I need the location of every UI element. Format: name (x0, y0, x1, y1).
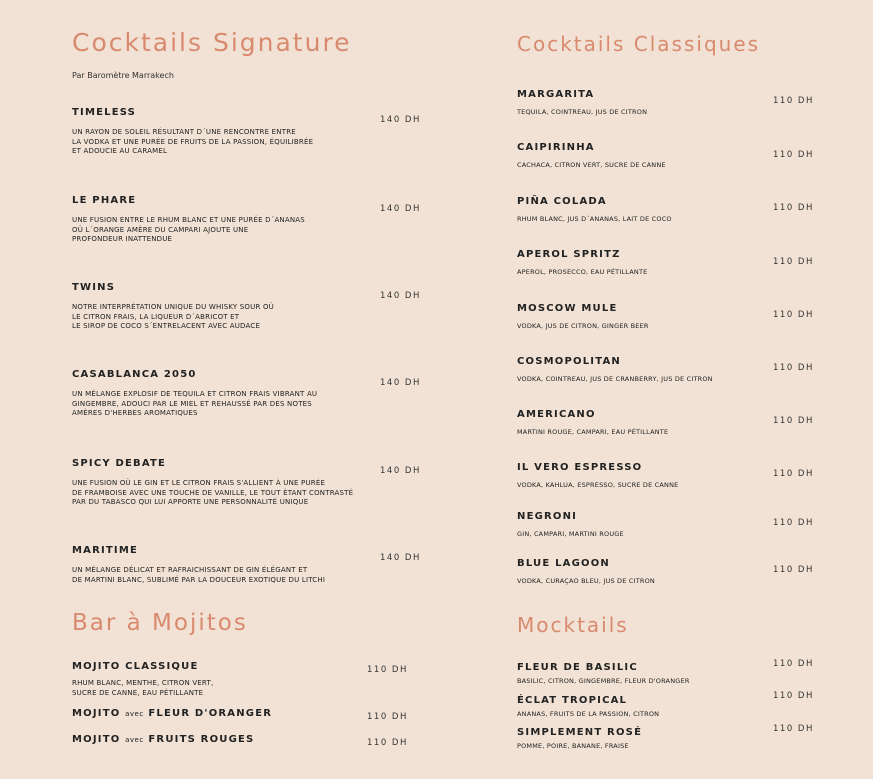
item-description: NOTRE INTERPRÉTATION UNIQUE DU WHISKY SOUR OÙ LE CITRON FRAIS, LA LIQUEUR D´ABRICOT ET LE SIROP DE COCO S´ENTRELACENT AVEC AUDACE (72, 303, 274, 330)
classiques-title: Cocktails Classiques (517, 32, 761, 56)
classique-item-negroni (517, 511, 624, 540)
classique-item-aperol-spritz (517, 249, 647, 278)
item-description: VODKA, KAHLUA, ESPRESSO, SUCRE DE CANNE (517, 481, 679, 489)
item-price: 110 DH (773, 659, 814, 669)
item-price: 110 DH (773, 724, 814, 734)
signature-item-maritime (72, 545, 392, 585)
item-description: VODKA, CURAÇAO BLEU, JUS DE CITRON (517, 577, 655, 585)
item-price: 110 DH (773, 469, 814, 479)
item-description: RHUM BLANC, MENTHE, CITRON VERT, SUCRE DE CANNE, EAU PÉTILLANTE (72, 679, 214, 697)
item-price: 110 DH (367, 738, 408, 748)
item-description: VODKA, JUS DE CITRON, GINGER BEER (517, 322, 649, 330)
signature-item-casablanca-2050 (72, 369, 392, 419)
item-price: 110 DH (773, 518, 814, 528)
classique-item-moscow-mule (517, 303, 649, 332)
item-price: 110 DH (773, 363, 814, 373)
item-name-flavor: FLEUR D'ORANGER (148, 708, 273, 719)
item-name (72, 708, 272, 719)
item-name: TWINS (72, 282, 116, 293)
signature-item-twins (72, 282, 392, 332)
item-price: 110 DH (773, 565, 814, 575)
item-price: 110 DH (367, 712, 408, 722)
item-name: ÉCLAT TROPICAL (517, 695, 628, 706)
item-description: APEROL, PROSECCO, EAU PÉTILLANTE (517, 268, 648, 276)
item-name: MOSCOW MULE (517, 303, 618, 314)
item-name: COSMOPOLITAN (517, 356, 621, 367)
item-description: BASILIC, CITRON, GINGEMBRE, FLEUR D'ORANGER (517, 677, 690, 685)
item-name: AMERICANO (517, 409, 596, 420)
mojitos-title: Bar à Mojitos (72, 610, 248, 636)
mocktail-item-fleur-de-basilic (517, 662, 690, 687)
item-name: MARITIME (72, 545, 139, 556)
item-description: GIN, CAMPARI, MARTINI ROUGE (517, 530, 624, 538)
item-description: UN RAYON DE SOLEIL RÉSULTANT D´UNE RENCONTRE ENTRE LA VODKA ET UNE PURÉE DE FRUITS DE LA PASSION, ÉQUILIBRÉE ET ADOUCIE AU CARAMEL (72, 128, 314, 155)
item-name: IL VERO ESPRESSO (517, 462, 643, 473)
item-price: 140 DH (380, 553, 421, 563)
mojito-item-classique (72, 661, 372, 698)
item-price: 140 DH (380, 378, 421, 388)
item-price: 140 DH (380, 204, 421, 214)
signature-item-spicy-debate (72, 458, 392, 508)
mojito-item-fruits-rouges (72, 734, 254, 745)
mocktail-item-simplement-rose (517, 727, 642, 752)
signature-item-le-phare (72, 195, 392, 245)
item-name: BLUE LAGOON (517, 558, 610, 569)
item-name-connector: avec (125, 736, 144, 744)
item-name: FLEUR DE BASILIC (517, 662, 638, 673)
mojito-item-fleur-oranger (72, 708, 272, 719)
item-name: SPICY DEBATE (72, 458, 167, 469)
item-price: 110 DH (773, 257, 814, 267)
item-price: 110 DH (773, 310, 814, 320)
item-name: PIÑA COLADA (517, 196, 607, 207)
item-price: 140 DH (380, 291, 421, 301)
item-name-flavor: FRUITS ROUGES (148, 734, 255, 745)
item-description: ANANAS, FRUITS DE LA PASSION, CITRON (517, 710, 660, 718)
classique-item-blue-lagoon (517, 558, 655, 587)
item-name-connector: avec (125, 710, 144, 718)
classique-item-pina-colada (517, 196, 672, 225)
signature-byline: Par Baromètre Marrakech (72, 71, 174, 80)
item-name: APEROL SPRITZ (517, 249, 621, 260)
item-price: 110 DH (367, 665, 408, 675)
item-name-main: MOJITO (72, 708, 121, 719)
item-name: NEGRONI (517, 511, 578, 522)
item-name: TIMELESS (72, 107, 137, 118)
item-description: VODKA, COINTREAU, JUS DE CRANBERRY, JUS DE CITRON (517, 375, 713, 383)
item-name: MOJITO CLASSIQUE (72, 661, 199, 672)
item-price: 140 DH (380, 466, 421, 476)
item-name (72, 734, 254, 745)
classique-item-americano (517, 409, 668, 438)
item-name: CASABLANCA 2050 (72, 369, 197, 380)
item-name-main: MOJITO (72, 734, 121, 745)
classique-item-margarita (517, 89, 647, 118)
signature-item-timeless (72, 107, 392, 157)
classique-item-caipirinha (517, 142, 666, 171)
item-description: MARTINI ROUGE, CAMPARI, EAU PÉTILLANTE (517, 428, 669, 436)
item-price: 110 DH (773, 203, 814, 213)
classique-item-cosmopolitan (517, 356, 713, 385)
item-description: UNE FUSION OÙ LE GIN ET LE CITRON FRAIS S'ALLIENT À UNE PURÉE DE FRAMBOISE AVEC UNE TOUCHE DE VANILLE, LE TOUT ÉTANT CONTRASTÉ PAR DU TABASCO QUI LUI APPORTE UNE PERSONNALITÉ UNIQUE (72, 479, 354, 506)
item-name: LE PHARE (72, 195, 137, 206)
item-description: UN MÉLANGE EXPLOSIF DE TEQUILA ET CITRON FRAIS VIBRANT AU GINGEMBRE, ADOUCI PAR LE MIEL ET REHAUSSÉ PAR DES NOTES AMÈRES D'HERBES AROMATIQUES (72, 390, 318, 417)
item-description: UN MÉLANGE DÉLICAT ET RAFRAICHISSANT DE GIN ÉLÉGANT ET DE MARTINI BLANC, SUBLIMÉ PAR LA DOUCEUR EXOTIQUE DU LITCHI (72, 566, 326, 584)
item-description: TEQUILA, COINTREAU, JUS DE CITRON (517, 108, 648, 116)
item-description: CACHACA, CITRON VERT, SUCRE DE CANNE (517, 161, 666, 169)
item-name: CAIPIRINHA (517, 142, 595, 153)
item-price: 110 DH (773, 416, 814, 426)
mocktail-item-eclat-tropical (517, 695, 659, 720)
item-description: POMME, POIRE, BANANE, FRAISE (517, 742, 629, 750)
item-price: 140 DH (380, 115, 421, 125)
signature-title: Cocktails Signature (72, 28, 352, 57)
classique-item-il-vero-espresso (517, 462, 678, 491)
item-name: MARGARITA (517, 89, 595, 100)
item-price: 110 DH (773, 150, 814, 160)
mocktails-title: Mocktails (517, 613, 629, 637)
item-price: 110 DH (773, 691, 814, 701)
item-description: UNE FUSION ENTRE LE RHUM BLANC ET UNE PURÉE D´ANANAS OÙ L´ORANGE AMÈRE DU CAMPARI AJOUTE UNE PROFONDEUR INATTENDUE (72, 216, 305, 243)
item-name: SIMPLEMENT ROSÉ (517, 727, 643, 738)
item-description: RHUM BLANC, JUS D´ANANAS, LAIT DE COCO (517, 215, 672, 223)
item-price: 110 DH (773, 96, 814, 106)
